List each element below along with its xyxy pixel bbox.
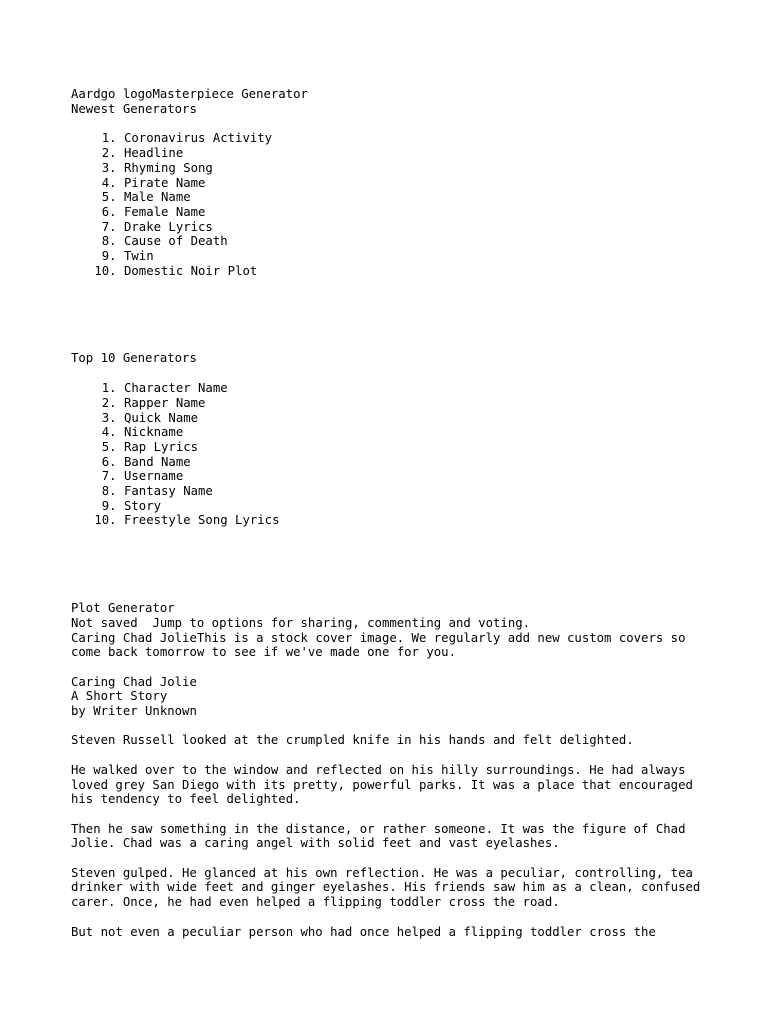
spacer	[71, 278, 711, 351]
generator-link[interactable]: Coronavirus Activity	[124, 131, 273, 146]
generator-link[interactable]: Rhyming Song	[124, 160, 213, 175]
story-body	[71, 733, 711, 939]
list-item-number: 5.	[101, 439, 117, 454]
newest-generator-item[interactable]	[71, 190, 711, 205]
generator-link[interactable]: Domestic Noir Plot	[124, 263, 258, 278]
list-item-number: 3.	[101, 410, 117, 425]
list-item-number: 9.	[101, 498, 117, 513]
top-generators-heading: Top 10 Generators	[71, 351, 197, 366]
list-item-number: 1.	[101, 381, 117, 396]
top-generator-item[interactable]	[71, 484, 711, 499]
top-generator-item[interactable]	[71, 381, 711, 396]
story-byline: by Writer Unknown	[71, 704, 197, 719]
list-item-number: 8.	[101, 234, 117, 249]
story-paragraph: Steven Russell looked at the crumpled knife in his hands and felt delighted.	[71, 733, 634, 748]
top-generator-item[interactable]	[71, 513, 711, 528]
site-title: Masterpiece Generator	[152, 87, 308, 101]
top-generator-item[interactable]	[71, 396, 711, 411]
generator-link[interactable]: Pirate Name	[124, 175, 206, 190]
top-generators-list	[71, 381, 711, 528]
site-header	[71, 87, 711, 102]
list-item-number: 7.	[101, 469, 117, 484]
newest-generator-item[interactable]	[71, 161, 711, 176]
list-item-number: 4.	[101, 425, 117, 440]
generator-link[interactable]: Twin	[124, 249, 154, 264]
generator-link[interactable]: Story	[124, 498, 162, 513]
top-generator-item[interactable]	[71, 499, 711, 514]
story-paragraph: He walked over to the window and reflected on his hilly surroundings. He had always loved grey San Diego with its pretty, powerful parks. It was a place that encouraged his tendency to feel delighted.	[71, 762, 693, 807]
logo-link[interactable]	[71, 87, 152, 101]
list-item-number: 3.	[101, 160, 117, 175]
generator-link[interactable]: Fantasy Name	[124, 484, 213, 499]
save-status: Not saved	[71, 615, 138, 630]
content-area	[71, 87, 711, 954]
newest-generator-item[interactable]	[71, 205, 711, 220]
list-item-number: 1.	[101, 131, 117, 146]
list-item-number: 10.	[94, 513, 117, 528]
list-item-number: 2.	[101, 395, 117, 410]
generator-link[interactable]: Band Name	[124, 454, 191, 469]
top-generator-item[interactable]	[71, 440, 711, 455]
story-paragraph: But not even a peculiar person who had once helped a flipping toddler cross the	[71, 924, 656, 939]
cover-image-alt-text: Caring Chad Jolie	[71, 630, 197, 645]
save-status-row	[71, 616, 711, 631]
generator-link[interactable]: Freestyle Song Lyrics	[124, 513, 280, 528]
story-paragraph: Then he saw something in the distance, or rather someone. It was the figure of Chad Jolie. Chad was a caring angel with solid feet and vast eyelashes.	[71, 821, 686, 851]
newest-generators-list	[71, 131, 711, 278]
list-item-number: 9.	[101, 249, 117, 264]
list-item-number: 10.	[94, 263, 117, 278]
jump-to-options-link[interactable]: Jump to options for sharing, commenting and voting.	[152, 615, 531, 630]
generator-link[interactable]: Headline	[124, 146, 184, 161]
cover-image-block	[71, 631, 711, 660]
newest-generator-item[interactable]	[71, 131, 711, 146]
newest-generator-item[interactable]	[71, 220, 711, 235]
site-title-link[interactable]	[152, 87, 307, 101]
list-item-number: 2.	[101, 146, 117, 161]
top-generator-item[interactable]	[71, 425, 711, 440]
generator-link[interactable]: Character Name	[124, 381, 228, 396]
top-generator-item[interactable]	[71, 469, 711, 484]
plot-generator-heading: Plot Generator	[71, 601, 175, 616]
list-item-number: 4.	[101, 175, 117, 190]
generator-link[interactable]: Nickname	[124, 425, 184, 440]
spacer	[71, 528, 711, 601]
generator-link[interactable]: Rapper Name	[124, 395, 206, 410]
generator-link[interactable]: Username	[124, 469, 184, 484]
list-item-number: 8.	[101, 484, 117, 499]
list-item-number: 5.	[101, 190, 117, 205]
story-subtitle: A Short Story	[71, 689, 168, 704]
generator-link[interactable]: Cause of Death	[124, 234, 228, 249]
logo-image-alt-text: Aardgo logo	[71, 87, 153, 101]
list-item-number: 6.	[101, 454, 117, 469]
story-title: Caring Chad Jolie	[71, 674, 197, 689]
generator-link[interactable]: Rap Lyrics	[124, 439, 199, 454]
list-item-number: 6.	[101, 204, 117, 219]
list-item-number: 7.	[101, 219, 117, 234]
top-generator-item[interactable]	[71, 455, 711, 470]
generator-link[interactable]: Female Name	[124, 204, 206, 219]
cover-note: This is a stock cover image. We regularly add new custom covers so come back tomorrow to see if we've made one for you.	[71, 630, 693, 660]
story-paragraph: Steven gulped. He glanced at his own reflection. He was a peculiar, controlling, tea drinker with wide feet and ginger eyelashes. His friends saw him as a clean, confused carer. Once, he had even helped a flipping toddler cross the road.	[71, 865, 701, 910]
newest-generators-heading: Newest Generators	[71, 101, 197, 116]
top-generator-item[interactable]	[71, 411, 711, 426]
newest-generator-item[interactable]	[71, 264, 711, 279]
generator-link[interactable]: Quick Name	[124, 410, 199, 425]
generator-link[interactable]: Drake Lyrics	[124, 219, 213, 234]
newest-generator-item[interactable]	[71, 176, 711, 191]
generator-link[interactable]: Male Name	[124, 190, 191, 205]
newest-generator-item[interactable]	[71, 249, 711, 264]
newest-generator-item[interactable]	[71, 234, 711, 249]
newest-generator-item[interactable]	[71, 146, 711, 161]
